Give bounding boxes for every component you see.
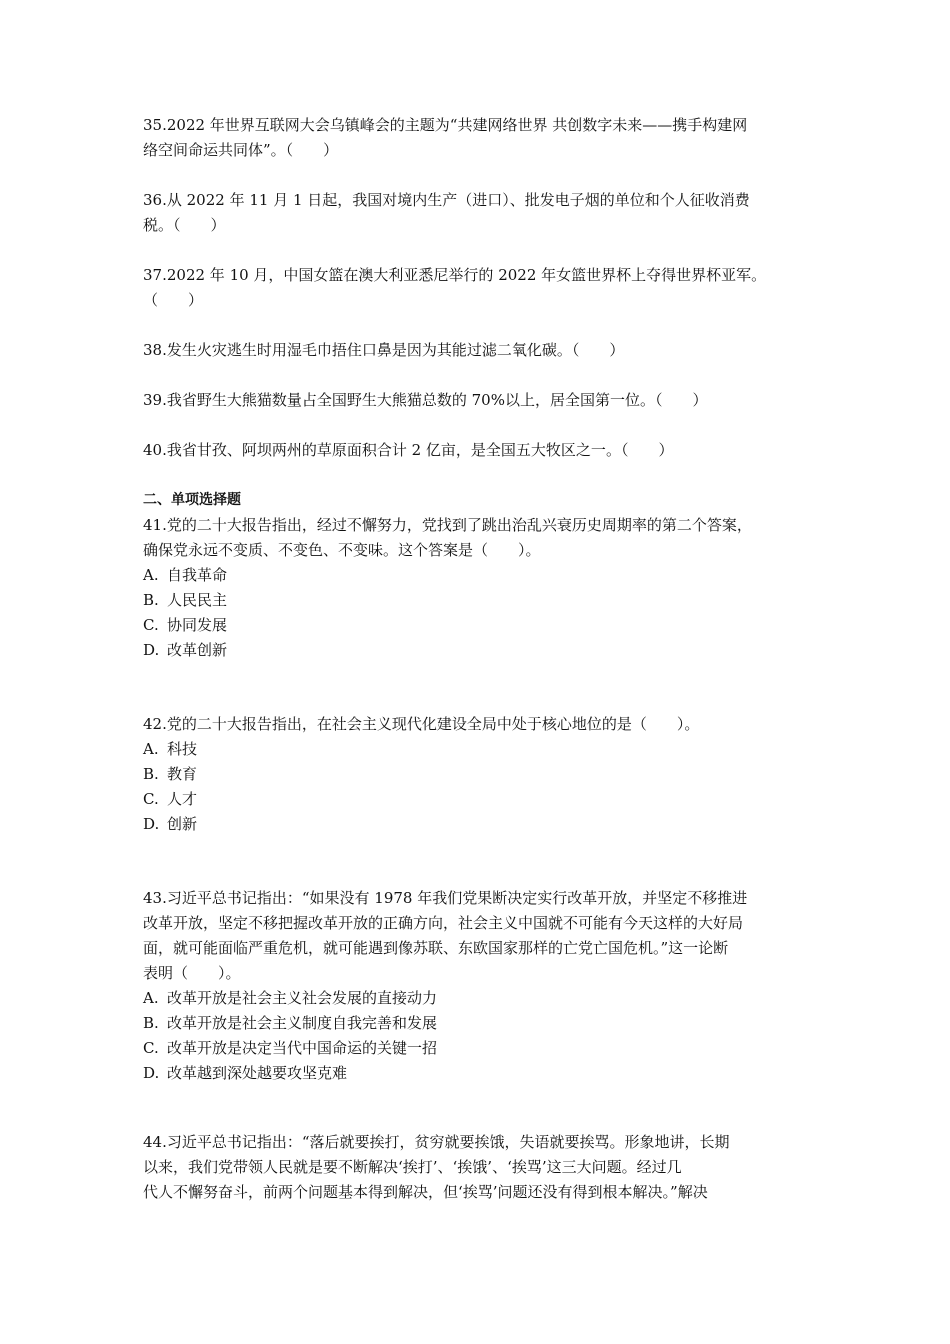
question-43-line-1: 43.习近平总书记指出：“如果没有 1978 年我们党果断决定实行改革开放，并坚定不移推进 bbox=[143, 889, 748, 907]
option-letter: D. bbox=[143, 815, 160, 833]
option-text: 改革创新 bbox=[167, 641, 228, 659]
question-37 bbox=[143, 263, 813, 313]
question-42-option-b bbox=[143, 762, 813, 787]
option-text: 人才 bbox=[167, 790, 198, 808]
question-36-line-2: 税。（ ） bbox=[143, 216, 226, 234]
option-letter: D. bbox=[143, 1064, 160, 1082]
question-44-line-3: 代人不懈努奋斗，前两个问题基本得到解决，但‘挨骂’问题还没有得到根本解决。”解决 bbox=[143, 1183, 708, 1201]
option-text: 改革越到深处越要攻坚克难 bbox=[167, 1064, 348, 1082]
question-43-line-3: 面，就可能面临严重危机，就可能遇到像苏联、东欧国家那样的亡党亡国危机。”这一论断 bbox=[143, 939, 729, 957]
question-43-option-c bbox=[143, 1036, 813, 1061]
option-text: 协同发展 bbox=[167, 616, 228, 634]
option-letter: C. bbox=[143, 790, 159, 808]
question-43-option-b bbox=[143, 1011, 813, 1036]
question-43 bbox=[143, 886, 813, 1086]
option-letter: B. bbox=[143, 591, 159, 609]
option-letter: D. bbox=[143, 641, 160, 659]
section-heading-text: 二、单项选择题 bbox=[143, 492, 241, 508]
question-41-option-c bbox=[143, 613, 813, 638]
question-43-option-d bbox=[143, 1061, 813, 1086]
question-44-line-2: 以来，我们党带领人民就是要不断解决‘挨打’、‘挨饿’、‘挨骂’这三大问题。经过几 bbox=[143, 1158, 682, 1176]
question-35-line-1: 35.2022 年世界互联网大会乌镇峰会的主题为“共建网络世界 共创数字未来——携手构建网 bbox=[143, 116, 748, 134]
option-text: 科技 bbox=[167, 740, 198, 758]
option-letter: A. bbox=[143, 989, 159, 1007]
question-41-line-2: 确保党永远不变质、不变色、不变味。这个答案是（ ）。 bbox=[143, 541, 541, 559]
question-42-option-a bbox=[143, 737, 813, 762]
question-40-line-1: 40.我省甘孜、阿坝两州的草原面积合计 2 亿亩，是全国五大牧区之一。（ ） bbox=[143, 441, 674, 459]
option-letter: A. bbox=[143, 740, 159, 758]
question-43-line-4: 表明（ ）。 bbox=[143, 964, 241, 982]
option-text: 改革开放是社会主义社会发展的直接动力 bbox=[167, 989, 438, 1007]
question-36 bbox=[143, 188, 813, 238]
option-letter: A. bbox=[143, 566, 159, 584]
question-41-option-a bbox=[143, 563, 813, 588]
question-42-option-d bbox=[143, 812, 813, 837]
section-heading bbox=[143, 488, 813, 513]
option-letter: C. bbox=[143, 1039, 159, 1057]
option-text: 自我革命 bbox=[167, 566, 228, 584]
option-text: 人民民主 bbox=[167, 591, 228, 609]
option-text: 创新 bbox=[167, 815, 198, 833]
question-37-line-1: 37.2022 年 10 月，中国女篮在澳大利亚悉尼举行的 2022 年女篮世界杯上夺得世界杯亚军。 bbox=[143, 266, 767, 284]
question-40 bbox=[143, 438, 813, 463]
question-42-line-1: 42.党的二十大报告指出，在社会主义现代化建设全局中处于核心地位的是（ ）。 bbox=[143, 715, 700, 733]
option-text: 改革开放是社会主义制度自我完善和发展 bbox=[167, 1014, 438, 1032]
question-38-line-1: 38.发生火灾逃生时用湿毛巾捂住口鼻是因为其能过滤二氧化碳。（ ） bbox=[143, 341, 625, 359]
option-letter: B. bbox=[143, 1014, 159, 1032]
question-35 bbox=[143, 113, 813, 163]
option-letter: C. bbox=[143, 616, 159, 634]
option-text: 改革开放是决定当代中国命运的关键一招 bbox=[167, 1039, 438, 1057]
question-38 bbox=[143, 338, 813, 363]
option-text: 教育 bbox=[167, 765, 198, 783]
option-letter: B. bbox=[143, 765, 159, 783]
question-39 bbox=[143, 388, 813, 413]
question-42-option-c bbox=[143, 787, 813, 812]
question-41-option-d bbox=[143, 638, 813, 663]
question-41 bbox=[143, 513, 813, 663]
question-44-line-1: 44.习近平总书记指出：“落后就要挨打，贫穷就要挨饿，失语就要挨骂。形象地讲，长期 bbox=[143, 1133, 730, 1151]
question-43-option-a bbox=[143, 986, 813, 1011]
question-43-line-2: 改革开放，坚定不移把握改革开放的正确方向，社会主义中国就不可能有今天这样的大好局 bbox=[143, 914, 744, 932]
question-35-line-2: 络空间命运共同体”。（ ） bbox=[143, 141, 339, 159]
question-36-line-1: 36.从 2022 年 11 月 1 日起，我国对境内生产（进口）、批发电子烟的单位和个人征收消费 bbox=[143, 191, 750, 209]
question-37-line-2: （ ） bbox=[143, 291, 204, 309]
question-42 bbox=[143, 712, 813, 837]
question-41-option-b bbox=[143, 588, 813, 613]
question-41-line-1: 41.党的二十大报告指出，经过不懈努力，党找到了跳出治乱兴衰历史周期率的第二个答案， bbox=[143, 516, 752, 534]
question-39-line-1: 39.我省野生大熊猫数量占全国野生大熊猫总数的 70%以上，居全国第一位。（ ） bbox=[143, 391, 708, 409]
question-44 bbox=[143, 1130, 813, 1205]
